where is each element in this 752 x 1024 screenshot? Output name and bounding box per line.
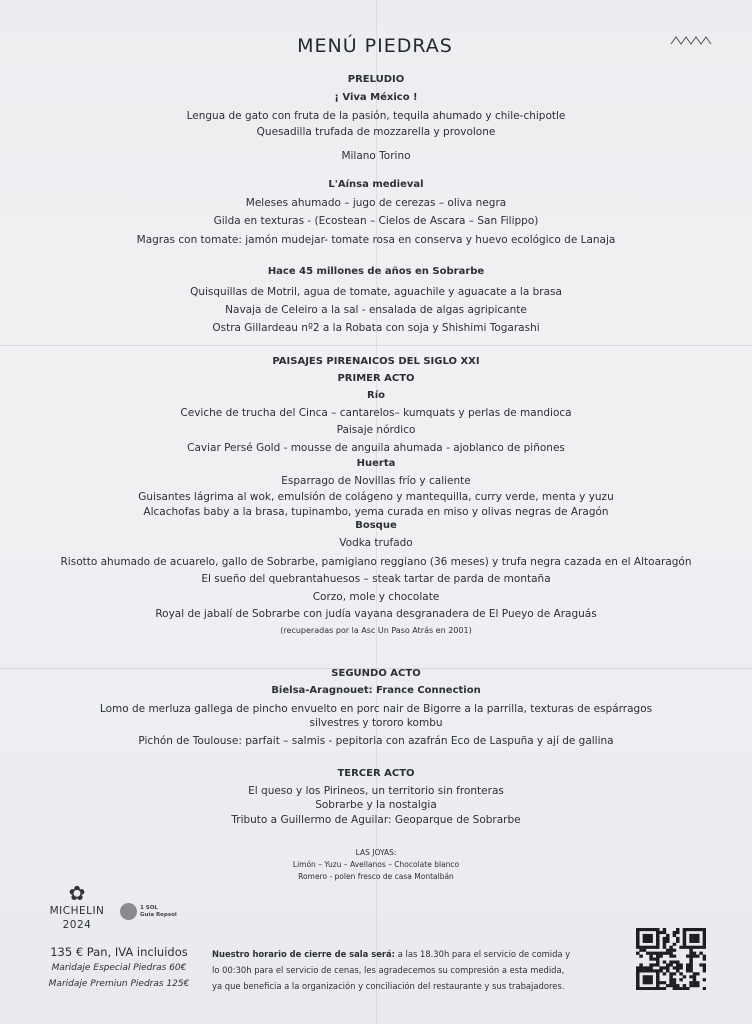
- section-heading: ¡ Viva México !: [334, 92, 418, 103]
- menu-line: Alcachofas baby a la brasa, tupinambo, yema curada en miso y olivas negras de Aragón: [143, 506, 609, 518]
- menu-line: Vodka trufado: [339, 537, 413, 549]
- menu-line: El queso y los Pirineos, un territorio sin fronteras: [248, 785, 504, 797]
- menu-line: Esparrago de Novillas frío y caliente: [281, 475, 471, 487]
- prices: [40, 944, 198, 992]
- menu-line: Quisquillas de Motril, agua de tomate, aguachile y aguacate a la brasa: [190, 286, 562, 298]
- closing-hours-note: [212, 946, 572, 994]
- section-heading: PRIMER ACTO: [337, 373, 415, 384]
- michelin-star-icon: ✿: [68, 881, 86, 905]
- section-heading: L'Aínsa medieval: [328, 179, 424, 190]
- section-heading: Río: [367, 390, 385, 401]
- menu-line: Lomo de merluza gallega de pincho envuelto en porc nair de Bigorre a la parrilla, texturas de espárragos: [99, 703, 653, 715]
- menu-line: Gilda en texturas - (Ecostean – Cielos de Ascara – San Filippo): [213, 215, 539, 227]
- menu-line: Risotto ahumado de acuarelo, gallo de Sobrarbe, pamigiano reggiano (36 meses) y trufa negra cazada en el Altoaragón: [60, 556, 692, 568]
- menu-line: El sueño del quebrantahuesos – steak tartar de parda de montaña: [201, 573, 551, 585]
- menu-line: Guisantes lágrima al wok, emulsión de colágeno y mantequilla, curry verde, menta y yuzu: [138, 491, 614, 503]
- menu-line: Quesadilla trufada de mozzarella y provolone: [256, 126, 496, 138]
- menu-line: Navaja de Celeiro a la sal - ensalada de algas agripicante: [225, 304, 527, 316]
- section-heading: Huerta: [356, 458, 396, 469]
- michelin-name: MICHELIN: [49, 905, 105, 917]
- menu-line: Ostra Gillardeau nº2 a la Robata con soja y Shishimi Togarashi: [212, 322, 540, 334]
- menu-line: Pichón de Toulouse: parfait – salmis - pepitoria con azafrán Eco de Laspuña y ají de gallina: [138, 735, 614, 747]
- repsol-line1: 1 SOL: [140, 904, 158, 911]
- michelin-badge: [44, 882, 110, 932]
- menu-title: MENÚ PIEDRAS: [297, 35, 453, 57]
- price-main: 135 € Pan, IVA incluidos: [50, 945, 188, 959]
- menu-line: Meleses ahumado – jugo de cerezas – oliva negra: [245, 197, 507, 209]
- michelin-year: 2024: [62, 919, 92, 931]
- section-heading: Bielsa-Aragnouet: France Connection: [271, 685, 481, 696]
- section-heading: PRELUDIO: [347, 74, 405, 85]
- menu-line: Limón – Yuzu – Avellanos – Chocolate blanco: [292, 860, 460, 869]
- menu-line: Royal de jabalí de Sobrarbe con judía vayana desgranadera de El Pueyo de Araguás: [155, 608, 597, 620]
- hours-heading: Nuestro horario de cierre de sala será:: [212, 949, 396, 959]
- section-heading: Hace 45 millones de años en Sobrarbe: [267, 266, 485, 277]
- menu-content: [0, 32, 752, 72]
- price-pairing-premium: Maridaje Premiun Piedras 125€: [48, 979, 190, 989]
- repsol-line2: Guía Repsol: [140, 911, 177, 918]
- hours-text: a las 18.30h para el servicio de comida y lo 00:30h para el servicio de cenas, les agradecemos su compresión a esta medida, ya que beneficia a la organización y conciliación del restaurante y sus trabajadores.: [212, 949, 571, 991]
- menu-line: Ceviche de trucha del Cinca – cantarelos– kumquats y perlas de mandioca: [180, 407, 572, 419]
- menu-line: Caviar Persé Gold - mousse de anguila ahumada - ajoblanco de piñones: [187, 442, 565, 454]
- section-heading: PAISAJES PIRENAICOS DEL SIGLO XXI: [272, 356, 480, 367]
- menu-line: (recuperadas por la Asc Un Paso Atrás en 2001): [280, 626, 472, 635]
- menu-line: Paisaje nórdico: [336, 424, 416, 436]
- menu-line: Romero - polen fresco de casa Montalbán: [298, 872, 454, 881]
- price-pairing-special: Maridaje Especial Piedras 60€: [51, 963, 187, 973]
- menu-line: LAS JOYAS:: [355, 848, 397, 857]
- menu-line: Milano Torino: [341, 150, 411, 162]
- section-heading: Bosque: [355, 520, 397, 531]
- menu-line: Sobrarbe y la nostalgia: [315, 799, 437, 811]
- qr-code-icon[interactable]: [636, 928, 706, 990]
- section-heading: TERCER ACTO: [337, 768, 415, 779]
- menu-line: Lengua de gato con fruta de la pasión, tequila ahumado y chile-chipotle: [186, 110, 566, 122]
- repsol-badge: [120, 903, 177, 920]
- menu-line: Corzo, mole y chocolate: [312, 591, 440, 603]
- repsol-sun-icon: [120, 903, 137, 920]
- menu-line: silvestres y tororo kombu: [309, 717, 443, 729]
- section-heading: SEGUNDO ACTO: [331, 668, 421, 679]
- menu-line: Tributo a Guillermo de Aguilar: Geoparque de Sobrarbe: [231, 814, 521, 826]
- menu-line: Magras con tomate: jamón mudejar- tomate rosa en conserva y huevo ecológico de Lanaja: [136, 234, 616, 246]
